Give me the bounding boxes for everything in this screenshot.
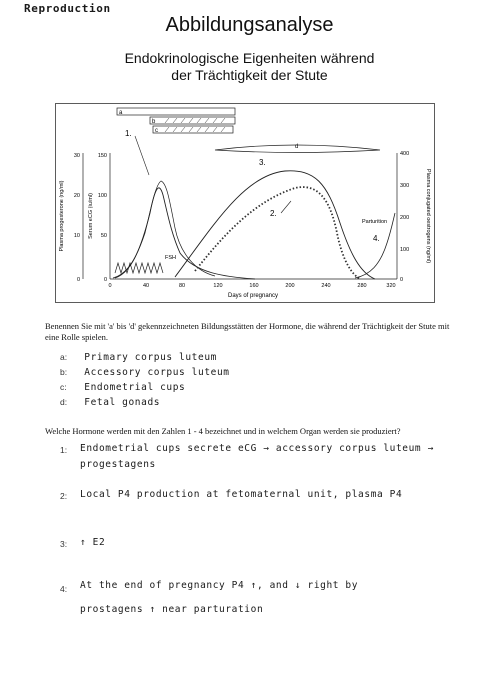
x-tick: 320 (386, 283, 396, 289)
answer2-label-3: 3: (60, 539, 68, 549)
bar-b-label: b (152, 119, 156, 125)
left-axis-2-title: Serum eCG (iu/ml) (88, 193, 94, 239)
answer2-1-line2: progestagens (80, 459, 156, 470)
x-tick: 160 (249, 283, 259, 289)
left1-tick: 0 (76, 277, 80, 283)
hormone-figure (55, 103, 435, 303)
right-axis-title: Plasma conjugated oestrogens (ng/ml) (425, 168, 431, 264)
answer-label: d: (60, 397, 68, 407)
answer-text: Primary corpus luteum (84, 352, 217, 363)
right-tick: 300 (400, 183, 410, 189)
right-tick: 400 (400, 151, 410, 157)
answer2-3-line1: ↑ E2 (80, 537, 106, 548)
x-tick: 40 (142, 283, 150, 289)
left2-tick: 0 (103, 277, 107, 283)
answer2-label-1: 1: (60, 445, 68, 455)
x-axis-title: Days of pregnancy (227, 293, 279, 299)
left-axis-1-title: Plasma progesterone (ng/ml) (59, 180, 65, 252)
answer-row-d (60, 397, 160, 408)
answer-text: Fetal gonads (84, 397, 161, 408)
left1-tick: 20 (73, 193, 80, 199)
curve-label-4: 4. (373, 234, 380, 243)
corner-label: Reproduction (24, 2, 111, 15)
bar-a-label: a (119, 110, 123, 116)
right-tick: 200 (400, 215, 410, 221)
curve-label-1: 1. (125, 129, 132, 138)
answer2-4-line2: prostagens ↑ near parturation (80, 604, 264, 615)
answer2-label-2: 2: (60, 491, 68, 501)
answer2-label-4: 4: (60, 584, 68, 594)
left2-tick: 150 (97, 153, 107, 159)
hormone-chart-svg (55, 103, 435, 303)
answer-row-c (60, 382, 185, 393)
curve-2-local-p4 (195, 187, 360, 279)
curve-label-3: 3. (259, 158, 266, 167)
answer-text: Endometrial cups (84, 382, 186, 393)
answer-row-b (60, 367, 230, 378)
left1-tick: 30 (73, 153, 80, 159)
question-1: Benennen Sie mit 'a' bis 'd' gekennzeichneten Bildungsstätten der Hormone, die während der Trächtigkeit der Stute mit eine Rolle spielen. (45, 321, 450, 342)
page-title: Abbildungsanalyse (165, 14, 334, 36)
bar-b (150, 117, 235, 124)
x-tick: 240 (321, 283, 331, 289)
answer-label: a: (60, 352, 68, 362)
curve-2-pointer (281, 201, 291, 213)
fsh-label: FSH (165, 255, 176, 261)
figure-frame (56, 104, 435, 303)
answer2-1-line1: Endometrial cups secrete eCG → accessory corpus luteum → (80, 443, 434, 454)
subtitle-line-2: der Trächtigkeit der Stute (171, 67, 328, 83)
question-2: Welche Hormone werden mit den Zahlen 1 - 4 bezeichnet und in welchem Organ werden sie produziert? (45, 426, 401, 436)
x-tick: 120 (213, 283, 223, 289)
x-tick: 280 (357, 283, 367, 289)
curve-label-2: 2. (270, 209, 277, 218)
fsh-curve (115, 263, 163, 273)
left2-tick: 50 (100, 233, 107, 239)
bar-d-label: d (295, 144, 299, 150)
x-tick: 0 (108, 283, 112, 289)
answer2-4-line1: At the end of pregnancy P4 ↑, and ↓ right by (80, 580, 359, 591)
answer-text: Accessory corpus luteum (84, 367, 230, 378)
answer-label: b: (60, 367, 68, 377)
answer-row-a (60, 352, 217, 363)
subtitle-line-1: Endokrinologische Eigenheiten während (124, 50, 375, 66)
curve-progesterone (113, 181, 215, 278)
answer-label: c: (60, 382, 67, 392)
answer2-2-line1: Local P4 production at fetomaternal unit, plasma P4 (80, 489, 403, 500)
bar-a (117, 108, 235, 115)
bar-c-label: c (155, 128, 158, 134)
curve-1-pointer (135, 136, 149, 175)
x-tick: 200 (285, 283, 295, 289)
curve-3-oestrogens (175, 171, 375, 279)
parturition-label: Parturition (362, 219, 388, 225)
right-tick: 100 (400, 247, 410, 253)
right-tick: 0 (400, 277, 404, 283)
left2-tick: 100 (97, 193, 107, 199)
x-tick: 80 (178, 283, 186, 289)
left1-tick: 10 (73, 233, 80, 239)
